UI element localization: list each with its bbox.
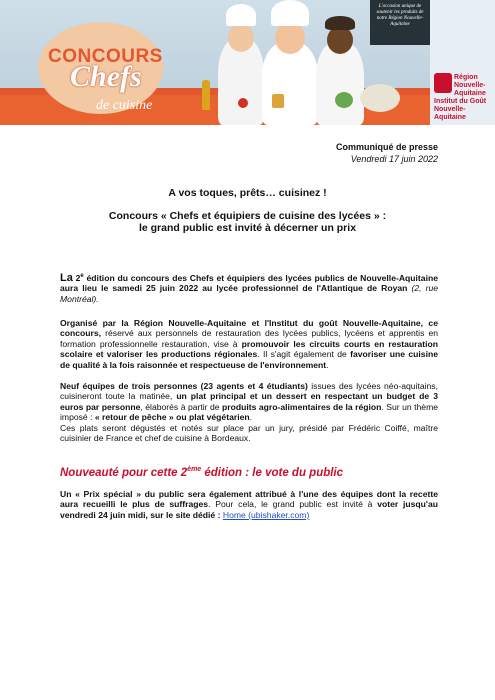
logo-word-de-cuisine: de cuisine (96, 98, 153, 113)
teams-products: produits agro-alimentaires de la région (222, 401, 382, 412)
organisation-goal: promouvoir les circuits courts en restauration scolaire et valoriser les productions régionales (60, 338, 439, 360)
jar-icon (272, 94, 284, 108)
organisation-goal-2: favoriser une cuisine de qualité à la fois raisonnée et respectueuse de l'environnement (60, 349, 438, 370)
intro-ordinal-sup: e (80, 273, 84, 279)
intro-paragraph (60, 271, 438, 304)
vote-text: . Pour cela, le grand public est invité à (208, 499, 373, 510)
title-line-2: le grand public est invité à décerner un prix (138, 222, 357, 234)
organisation-paragraph (60, 318, 438, 370)
chef-face-center (275, 22, 305, 54)
header-banner (0, 0, 495, 125)
jury-text: Ces plats seront dégustés et notés sur place par un jury, présidé par Frédéric Coiffé, maître cuisinier de France et chef de cuisine à Bordeaux. (60, 422, 438, 444)
institut-logo-text: Institut du Goût Nouvelle-Aquitaine (434, 98, 487, 121)
intro-bold-text: édition du concours des Chefs et équipiers des lycées publics de Nouvelle-Aquitaine aura lieu le samedi 25 juin 2022 au lycée professionnel de l'Atlantique de Royan (60, 272, 438, 294)
concours-chefs-logo (38, 14, 168, 114)
teams-theme: « retour de pêche » ou plat végétarien (94, 412, 250, 423)
vote-lead: Un « Prix spécial » du public sera également attribué à l'une des équipes dont la recette aura recueilli le plus de suffrages (60, 489, 438, 510)
section-heading (60, 466, 438, 479)
intro-ordinal: 2 (75, 272, 81, 283)
section-heading-text: Nouveauté pour cette 2 (60, 466, 188, 479)
press-release-date: Vendredi 17 juin 2022 (350, 154, 438, 164)
teams-paragraph (60, 381, 438, 443)
chef-figure-center (262, 42, 318, 125)
organisation-end: . (326, 359, 329, 370)
intro-big-letter: La (60, 271, 73, 284)
poultry-icon (360, 84, 400, 112)
vote-deadline: voter jusqu'au vendredi 24 juin midi, sur le site dédié : (60, 499, 438, 520)
organisation-lead: Organisé par la Région Nouvelle-Aquitaine et l'Institut du goût Nouvelle-Aquitaine, ce concours, (60, 318, 438, 339)
logo-word-chefs: Chefs (70, 60, 142, 93)
section-heading-sup: ème (187, 466, 202, 473)
intro-address: (2, rue Montréal). (60, 283, 439, 304)
vote-site-link[interactable]: Home (ubishaker.com) (222, 509, 310, 520)
chef-face-right (327, 26, 353, 54)
chef-figure-right (316, 42, 364, 125)
title-line-1: Concours « Chefs et équipiers de cuisine des lycées » : (108, 210, 387, 222)
region-logo-text: Région Nouvelle-Aquitaine (454, 74, 486, 97)
headline: A vos toques, prêts… cuisinez ! (168, 187, 327, 199)
press-release-label: Communiqué de presse (335, 142, 438, 152)
logo-word-concours: CONCOURS (48, 46, 163, 67)
teams-text-3: . Sur un thème imposé : (60, 401, 439, 423)
lettuce-icon (335, 92, 353, 108)
organisation-text-2: . Il s'agit également de (257, 349, 347, 360)
teams-lead: Neuf équipes de trois personnes (23 agents et 4 étudiants) (60, 381, 308, 391)
chef-hat-center (271, 0, 309, 26)
chef-cap-right (325, 16, 355, 30)
organisation-text: réservé aux personnels de restauration des lycées publics, lycéens et apprentis en formation professionnelle restauration, vise à (60, 328, 439, 349)
teams-text: issues des lycées néo-aquitains, cuisineront toute la matinée, (60, 381, 438, 402)
teams-budget: un plat principal et un dessert en respectant un budget de 3 euros par personne (60, 391, 438, 412)
teams-text-2: , élaborés à partir de (140, 401, 220, 412)
region-lion-icon (434, 73, 452, 93)
region-nouvelle-aquitaine-logo (434, 70, 492, 95)
chalkboard-text: L'occasion unique de soutenir les produits de notre Région Nouvelle-Aquitaine (376, 4, 424, 27)
teams-end: . (249, 412, 252, 423)
tomato-icon (238, 98, 248, 108)
chef-face-left (228, 24, 254, 52)
institut-du-gout-logo (434, 98, 494, 120)
chef-hat-left (226, 4, 256, 26)
section-heading-text-2: édition : le vote du public (201, 466, 344, 479)
bottle-icon (202, 80, 210, 110)
vote-paragraph (60, 489, 438, 520)
